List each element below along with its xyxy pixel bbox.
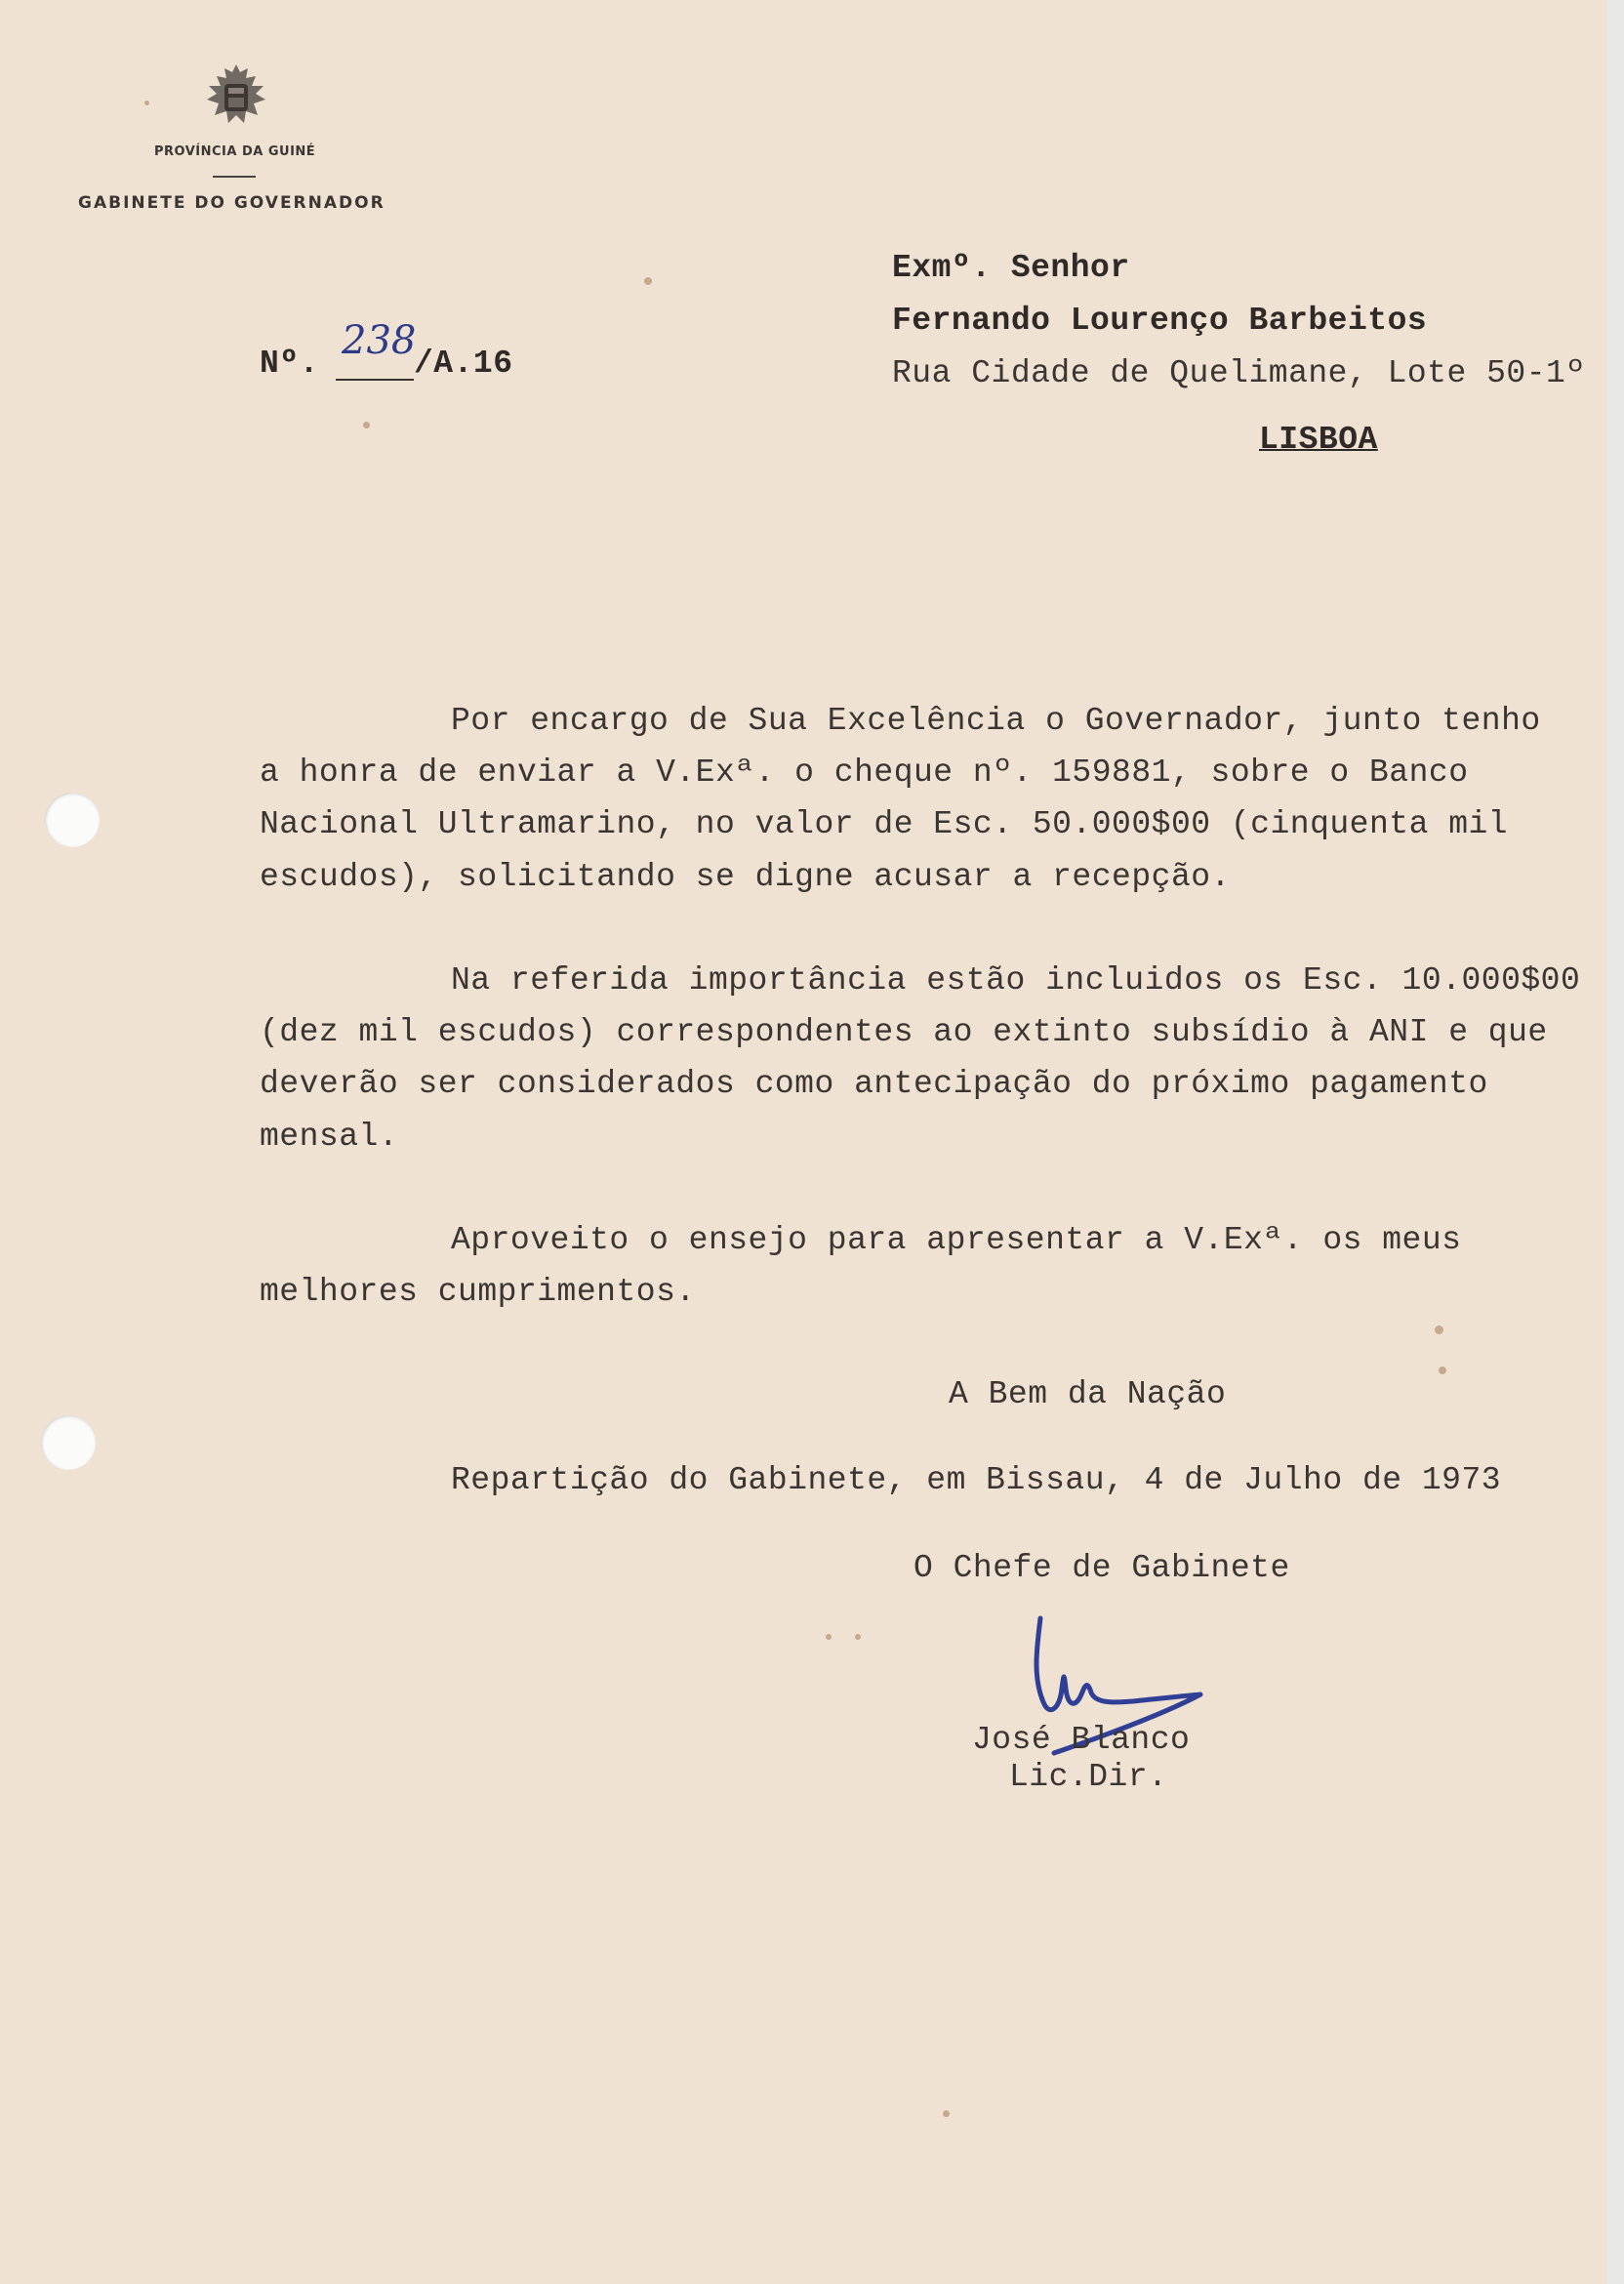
recipient-city: LISBOA [1259,422,1378,458]
paper-speck [826,1634,832,1640]
paper-speck [644,277,652,285]
recipient-address: Rua Cidade de Quelimane, Lote 50-1º [892,355,1586,391]
paper-speck [855,1634,861,1640]
closing-title: O Chefe de Gabinete [914,1550,1290,1586]
coat-of-arms-icon [195,61,277,129]
paragraph-1-line-4: escudos), solicitando se digne acusar a recepção. [260,859,1231,895]
paragraph-2-line-3: deverão ser considerados como antecipação do próximo pagamento [260,1066,1488,1102]
office-label: GABINETE DO GOVERNADOR [78,193,386,213]
signer-name: José Blanco [972,1722,1191,1758]
closing-motto: A Bem da Nação [949,1376,1227,1412]
punch-hole-bottom [41,1415,96,1470]
paper-speck [1435,1326,1443,1334]
paper-speck [943,2110,950,2117]
paragraph-1-line-3: Nacional Ultramarino, no valor de Esc. 50.000$00 (cinquenta mil [260,806,1509,842]
scan-margin [1606,0,1624,2284]
paragraph-2-line-2: (dez mil escudos) correspondentes ao extinto subsídio à ANI e que [260,1014,1548,1050]
paragraph-1-line-2: a honra de enviar a V.Exª. o cheque nº. 159881, sobre o Banco [260,755,1469,791]
paper-speck [363,422,370,428]
reference-prefix: Nº. [260,346,319,382]
reference-number: 238 [342,318,417,363]
paragraph-1-line-1: Por encargo de Sua Excelência o Governador, junto tenho [451,703,1541,739]
closing-place-date: Repartição do Gabinete, em Bissau, 4 de Julho de 1973 [451,1462,1502,1498]
signer-degree: Lic.Dir. [1009,1759,1168,1795]
punch-hole-top [45,793,100,847]
paragraph-2-line-1: Na referida importância estão incluidos os Esc. 10.000$00 [451,962,1581,999]
paper-speck [144,101,149,105]
paragraph-3-line-2: melhores cumprimentos. [260,1274,696,1310]
recipient-salutation: Exmº. Senhor [892,250,1130,286]
paper-speck [1439,1366,1446,1374]
recipient-name: Fernando Lourenço Barbeitos [892,303,1428,339]
paragraph-3-line-1: Aproveito o ensejo para apresentar a V.Exª. os meus [451,1222,1462,1258]
paragraph-2-line-4: mensal. [260,1119,399,1155]
reference-suffix: /A.16 [414,346,513,382]
header-divider [213,176,256,178]
province-label: PROVÍNCIA DA GUINÉ [154,144,316,159]
reference-underline [336,379,414,381]
